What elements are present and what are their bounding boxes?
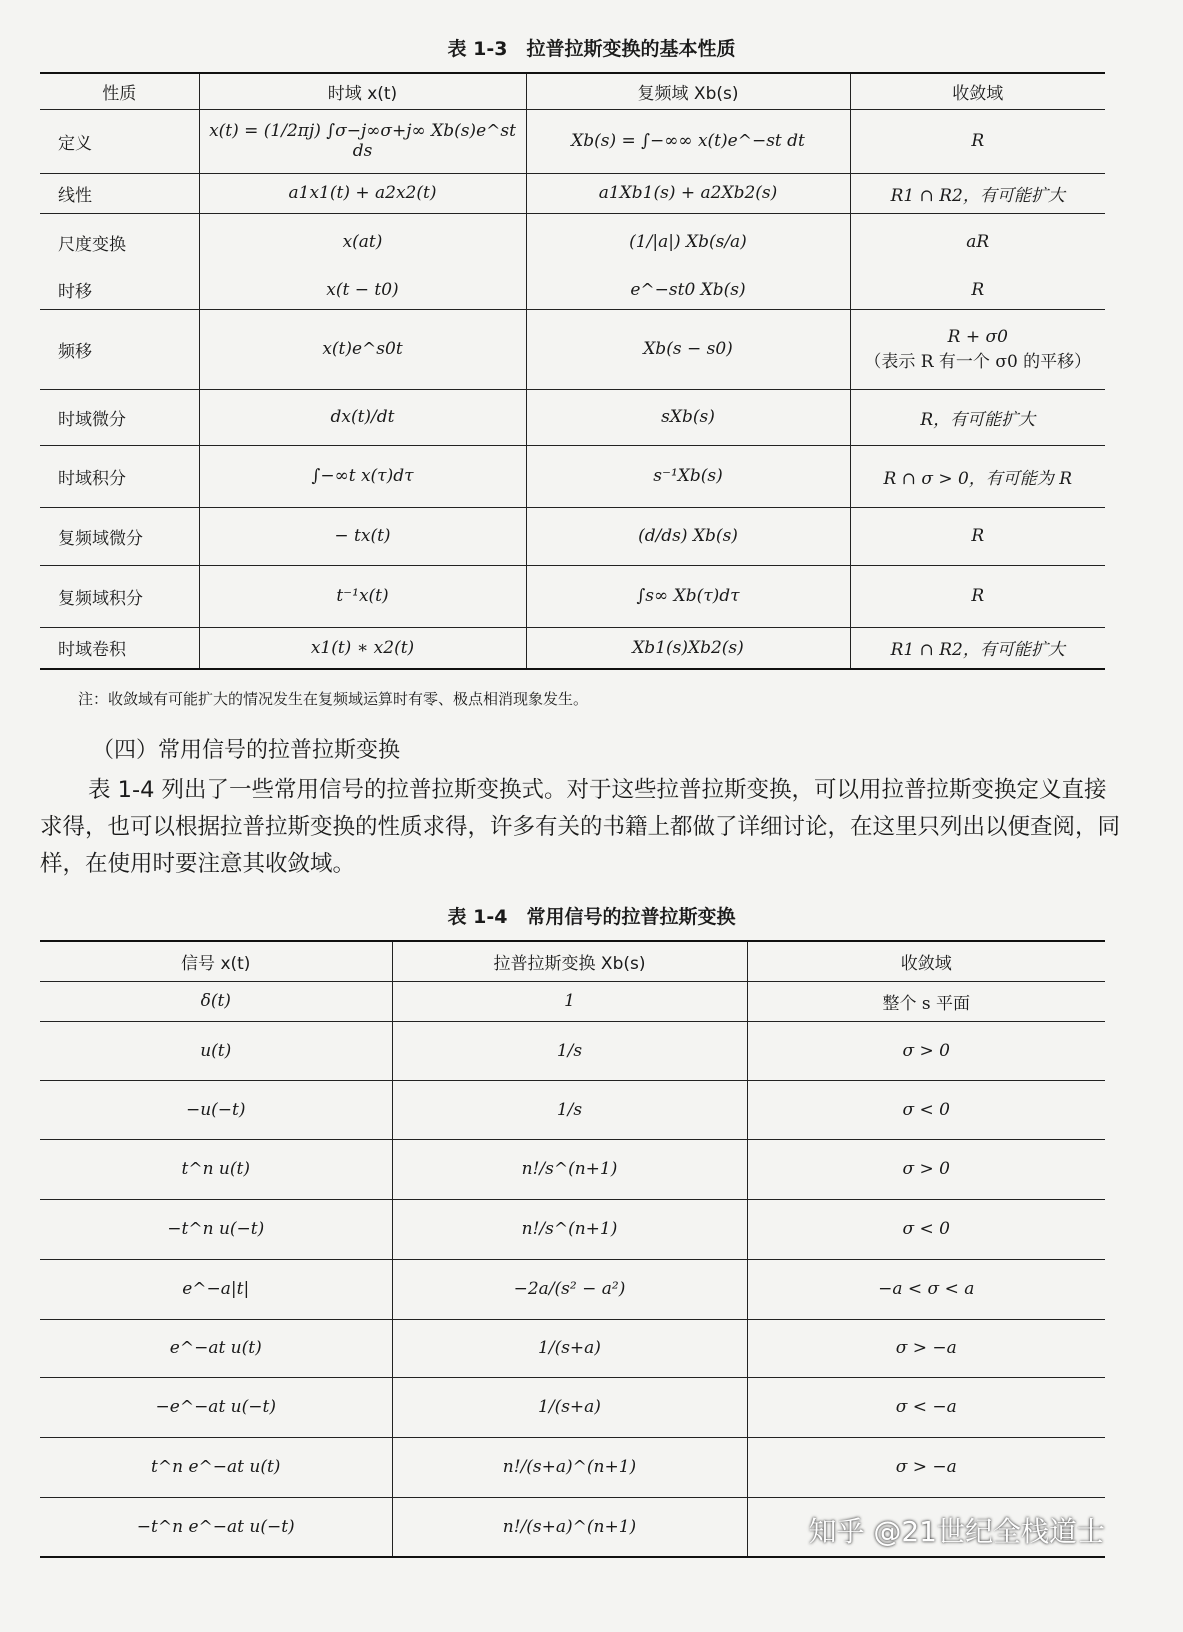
freq-cell: (1/|a|) Xb(s/a)	[526, 213, 850, 271]
signal-cell: δ(t)	[40, 981, 392, 1021]
header-property: 性质	[40, 73, 199, 109]
transform-cell: n!/(s+a)^(n+1)	[392, 1497, 747, 1557]
roc-cell: R，有可能扩大	[850, 389, 1105, 445]
property-cell: 定义	[40, 109, 199, 173]
zhihu-watermark: 知乎 @21世纪全栈道士	[808, 1515, 1105, 1548]
table-row	[40, 309, 1105, 389]
section-heading: （四）常用信号的拉普拉斯变换	[92, 738, 401, 763]
header-time-domain: 时域 x(t)	[199, 73, 526, 109]
roc-cell: aR	[850, 213, 1105, 271]
body-paragraph: 表 1-4 列出了一些常用信号的拉普拉斯变换式。对于这些拉普拉斯变换，可以用拉普拉斯变换定义直接求得，也可以根据拉普拉斯变换的性质求得，许多有关的书籍上都做了详细讨论，在这里只列出以便查阅，同样，在使用时要注意其收敛域。	[40, 777, 1121, 877]
table-1-3-caption: 表 1-3 拉普拉斯变换的基本性质	[447, 38, 736, 60]
roc-cell: σ > −a	[747, 1319, 1105, 1377]
table-row	[40, 1080, 1105, 1139]
transform-cell: 1	[392, 981, 747, 1021]
table-header-row	[40, 941, 1105, 981]
roc-cell: σ > 0	[747, 1021, 1105, 1080]
roc-cell: −a < σ < a	[747, 1259, 1105, 1319]
signal-cell: −t^n e^−at u(−t)	[40, 1497, 392, 1557]
time-cell: ∫−∞t x(τ)dτ	[199, 445, 526, 507]
table-row	[40, 507, 1105, 565]
time-cell: x(t − t0)	[199, 271, 526, 309]
signal-cell: −u(−t)	[40, 1080, 392, 1139]
table-row	[40, 213, 1105, 271]
time-cell: a1x1(t) + a2x2(t)	[199, 173, 526, 213]
table-1-4	[40, 940, 1105, 1558]
roc-cell: R	[850, 565, 1105, 627]
table-row	[40, 1021, 1105, 1080]
table-note: 注：收敛域有可能扩大的情况发生在复频域运算时有零、极点相消现象发生。	[78, 690, 589, 708]
property-cell: 复频域微分	[40, 507, 199, 565]
table-row	[40, 1259, 1105, 1319]
table-row	[40, 1319, 1105, 1377]
table-row	[40, 981, 1105, 1021]
property-cell: 时移	[40, 271, 199, 309]
table-row	[40, 173, 1105, 213]
transform-cell: n!/(s+a)^(n+1)	[392, 1437, 747, 1497]
freq-cell: sXb(s)	[526, 389, 850, 445]
roc-cell: R	[850, 109, 1105, 173]
property-cell: 尺度变换	[40, 213, 199, 271]
signal-cell: e^−at u(t)	[40, 1319, 392, 1377]
time-cell: dx(t)/dt	[199, 389, 526, 445]
signal-cell: −e^−at u(−t)	[40, 1377, 392, 1437]
signal-cell: u(t)	[40, 1021, 392, 1080]
transform-cell: −2a/(s² − a²)	[392, 1259, 747, 1319]
freq-cell: Xb(s) = ∫−∞∞ x(t)e^−st dt	[526, 109, 850, 173]
table-row	[40, 1377, 1105, 1437]
freq-cell: Xb1(s)Xb2(s)	[526, 627, 850, 669]
freq-cell: Xb(s − s0)	[526, 309, 850, 389]
table-row	[40, 1139, 1105, 1199]
roc-cell: σ < 0	[747, 1199, 1105, 1259]
table-row	[40, 627, 1105, 669]
transform-cell: n!/s^(n+1)	[392, 1199, 747, 1259]
property-cell: 时域积分	[40, 445, 199, 507]
table-row	[40, 1437, 1105, 1497]
roc-cell: R	[850, 507, 1105, 565]
property-cell: 复频域积分	[40, 565, 199, 627]
transform-cell: 1/s	[392, 1080, 747, 1139]
signal-cell: e^−a|t|	[40, 1259, 392, 1319]
signal-cell: t^n e^−at u(t)	[40, 1437, 392, 1497]
table-row	[40, 1199, 1105, 1259]
table-1-4-caption: 表 1-4 常用信号的拉普拉斯变换	[447, 906, 736, 928]
header-roc: 收敛域	[850, 73, 1105, 109]
table-row	[40, 109, 1105, 173]
property-cell: 线性	[40, 173, 199, 213]
roc-cell: σ > −a	[747, 1437, 1105, 1497]
time-cell: x1(t) ∗ x2(t)	[199, 627, 526, 669]
table-row	[40, 565, 1105, 627]
roc-cell: 整个 s 平面	[747, 981, 1105, 1021]
transform-cell: 1/s	[392, 1021, 747, 1080]
freq-cell: ∫s∞ Xb(τ)dτ	[526, 565, 850, 627]
roc-cell: R	[850, 271, 1105, 309]
header-freq-domain: 复频域 Xb(s)	[526, 73, 850, 109]
freq-cell: a1Xb1(s) + a2Xb2(s)	[526, 173, 850, 213]
transform-cell: 1/(s+a)	[392, 1377, 747, 1437]
time-cell: x(t) = (1/2πj) ∫σ−j∞σ+j∞ Xb(s)e^st ds	[199, 109, 526, 173]
time-cell: − tx(t)	[199, 507, 526, 565]
transform-cell: n!/s^(n+1)	[392, 1139, 747, 1199]
roc-cell: σ < −a	[747, 1377, 1105, 1437]
property-cell: 时域微分	[40, 389, 199, 445]
freq-cell: e^−st0 Xb(s)	[526, 271, 850, 309]
roc-cell: R ∩ σ > 0，有可能为 R	[850, 445, 1105, 507]
table-1-3	[40, 72, 1105, 670]
roc-cell: σ < 0	[747, 1080, 1105, 1139]
header-roc: 收敛域	[747, 941, 1105, 981]
roc-line-2: （表示 R 有一个 σ0 的平移）	[864, 351, 1092, 372]
header-transform: 拉普拉斯变换 Xb(s)	[392, 941, 747, 981]
signal-cell: −t^n u(−t)	[40, 1199, 392, 1259]
property-cell: 时域卷积	[40, 627, 199, 669]
time-cell: t⁻¹x(t)	[199, 565, 526, 627]
roc-cell: σ > 0	[747, 1139, 1105, 1199]
time-cell: x(t)e^s0t	[199, 309, 526, 389]
roc-cell	[850, 309, 1105, 389]
table-row	[40, 389, 1105, 445]
header-signal: 信号 x(t)	[40, 941, 392, 981]
table-row	[40, 445, 1105, 507]
table-header-row	[40, 73, 1105, 109]
roc-cell: R1 ∩ R2，有可能扩大	[850, 173, 1105, 213]
property-cell: 频移	[40, 309, 199, 389]
freq-cell: (d/ds) Xb(s)	[526, 507, 850, 565]
table-row	[40, 271, 1105, 309]
roc-line-1: R + σ0	[947, 326, 1008, 347]
signal-cell: t^n u(t)	[40, 1139, 392, 1199]
roc-cell: R1 ∩ R2，有可能扩大	[850, 627, 1105, 669]
time-cell: x(at)	[199, 213, 526, 271]
transform-cell: 1/(s+a)	[392, 1319, 747, 1377]
freq-cell: s⁻¹Xb(s)	[526, 445, 850, 507]
